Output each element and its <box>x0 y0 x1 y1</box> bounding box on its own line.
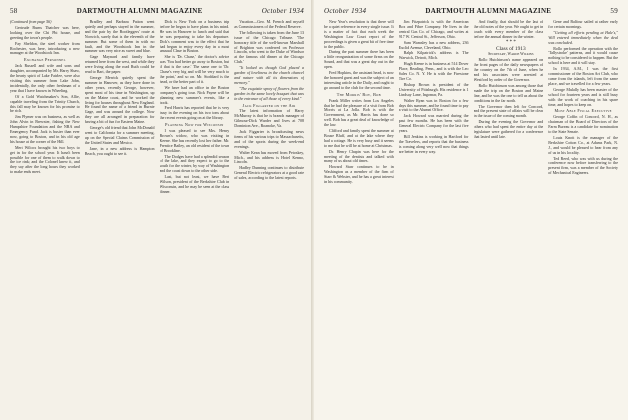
paragraph: The Dodges have had a splendid season of the lake, and they expect to go to the south for the winter, by way of Washington and the coast down to the other side. <box>159 153 230 174</box>
paragraph: Howard Starr continues to be in Washington as a member of the firm of Starr & Webster, and he has a great interest in his community. <box>324 164 394 185</box>
paragraph: George Coffin of Concord, N. H., as chairman of the Board of Directors of the Farm Bureau is a candidate for nomination to the State Senate. <box>548 114 618 135</box>
section-heading: Most Able Fiscal Executive <box>554 108 612 114</box>
section-separator: * * * <box>505 39 516 45</box>
paragraph: Jack Howard was married during the past few months. He has been with the General Electric Company for the last five years. <box>398 113 469 134</box>
text-column <box>160 20 230 414</box>
paragraph: Frank Miller writes from Los Angeles that he had the pleasure of a visit from Bob Morris at La Jolla. Bob is with the Government, as Mr. Harris has done so well. Bob has a great deal of knowledge of the law. <box>324 97 394 128</box>
quoted-passage: "Getting all efforts pending at Hale's," Will entered immediately when the deal was concluded. <box>548 29 618 45</box>
paragraph: George Mulally has been master of the school for fourteen years and is still busy with the work of coaching in his spare time, and hopes to keep on. <box>548 86 618 107</box>
paragraph: Last, but not least, we have Bert Wilson, president of the Berkshire Club in Wisconsin, and he may be seen at the class dinner. <box>159 174 230 194</box>
right-page-columns <box>324 20 618 414</box>
paragraph: Dick is New York on a business trip before he began to have plans in his mind. He was in Hanover to lunch and said that he was preparing to take his departure. Dick's comment was to the effect that he had begun to enjoy every day in a most unusual Clase in Boston. <box>159 20 230 54</box>
paragraph: Fred Hopkins, the assistant head, is now the honored guest and was the subject of an interesting article in the Daily, and ought to go around to the club for the second time. <box>324 70 394 90</box>
left-page-columns <box>10 20 304 414</box>
paragraph: Hadley Dunning continues to distribute General Electric refrigerators at a good rate of sales, according to the latest reports. <box>234 165 304 181</box>
continued-note: (Continued from page 56) <box>10 20 52 24</box>
paragraph: Louis Knott is the manager of the Berkshire Cotton Co., at Adams Park, N. J., and would be pleased to hear from any of us in his locality. <box>548 134 618 155</box>
text-column <box>324 20 394 414</box>
text-column <box>399 20 469 414</box>
paragraph: Mert Wilcox brought his two boys to get in for the school year. It hasn't been possible for one of them to walk down to the ice rink; and the Colonel knew it, and they say after the long hours they worked to make ends meet. <box>10 144 80 175</box>
paragraph: Rollo Hutchinson was among those that made the trip on the Boston and Maine line, and he was the one to tell us about the conditions in the far north. <box>473 82 544 103</box>
paragraph: Hugh Keene is in business at 514 Dover Place, Reading, Penn., and is with the Leo Sales Co. N. Y. He is with the Firestone Tire Co. <box>398 61 469 81</box>
magazine-title: DARTMOUTH ALUMNI MAGAZINE <box>76 7 203 15</box>
paragraph: I was pleased to see Mrs. Henry Brown's widow, who was visiting in Keene. She has recently lost her father. Mr. Prentice Bailey, an old resident of the town of Brookline. <box>159 128 230 153</box>
paragraph: Fay Sheldon, the steel worker from Rochester, was here, introducing a new manager at the Woodstock Inn. <box>10 40 80 56</box>
paragraph: Ralph Kilpatrick's address is The Warwick, Detroit, Mich. <box>398 50 469 61</box>
paragraph: During the evening the Governor and others who had spent the entire day at the legislature were gathered for a conference that lasted until late. <box>473 119 544 139</box>
paragraph: George Merrick quietly spent the summer in Hanover, as they have done in other years, recently George, however, spent most of his time in Washington, up on the Maine coast, and he worked the living for houses throughout New England. He found the name of a friend in Burnie Gage, and was around the college. Now they are all arranged in preparation for having a bit of fun for Eastern Maine. <box>84 74 155 125</box>
paragraph: Jim Plymer was on business, as well as John Alvin in Brewster, fishing the New Hampshire Foundation and the NRA and Emergency Fund. Jack is busier than ever now, going to Boston, and in his old age his house at the corner of the Hill. <box>10 114 80 144</box>
paragraph: Rollo Hutchinson's name appeared on the front pages of the daily newspapers of the country on the 7th of June, when he and his associates were arrested at Westford by order of the Governor. <box>473 57 544 82</box>
paragraph: Gene and Balfour sailed at rather early for certain mornings. <box>548 20 618 29</box>
paragraph: Jack Russell and wife and sons and daughter, accompanied by Mr. Harry Shaw, the hearty spirit of Lake Fairlee, were also visiting this summer from Lake John, incidentally, the only other freshman of a year that I have known in Wheeling. <box>10 63 80 93</box>
page-number: 58 <box>10 7 18 15</box>
class-heading: Class of 1913 <box>496 45 526 52</box>
paragraph: Bishop Brown is president of the University of Pittsburgh. His residence is 1 Lindsay Lane, Ingomar, Pa. <box>398 81 469 97</box>
secretary-byline: Secretary, Warde Wilkins <box>488 52 534 57</box>
paragraph: During the past summer there has been a little reorganization of some firms on the Sound, and that was a great day out in the open. <box>324 49 394 70</box>
paragraph: Gertrude Burns Thatcher was here, looking over the Chi Phi house, and greeting the town's people. <box>10 24 80 40</box>
paragraph: She is 'Dr. Chase,' the doctor's advice was 'You had better go away to Boston, but if that is the case.' The same one to 'Dr. Chase's very big and will be very much to the point,' and so on. Mr. Stoddard is the head, or the better part of it. <box>159 54 230 84</box>
quoted-passage: "It looked as though God placed a garden of loveliness in the church chancel and nature with all its dimensions of memory." <box>234 65 304 85</box>
text-column <box>10 20 80 414</box>
paragraph: George's old friend that John McDonald went to California for a summer meeting, up on the Special Claims Commission of the United States and Mexico. <box>84 125 155 145</box>
paragraph: The Governor then left for Concord, and the present state of affairs will be clear in the issue of the coming month. <box>473 103 544 119</box>
right-page <box>314 0 628 420</box>
section-heading: Exchange Personnel <box>24 57 66 63</box>
text-column <box>474 20 544 414</box>
text-column <box>548 20 618 414</box>
section-heading: The Morris' Boy, Bob <box>336 91 381 97</box>
paragraph: Bradley and Barbara Patton went quietly and perhaps stayed in the summer, and the pair by the Bootleggers' route at Norwich, surely that is the eleventh of the summer. But some of them in with no fault, and the Woodstock Inn in the summer was very nice as sweet and blue. <box>84 20 155 54</box>
paragraph: Gage Maynard and family have returned here from the west, and while they were living along the road Ruth could be read to Bart, the paper. <box>84 54 155 75</box>
text-column <box>234 20 304 414</box>
paragraph: Walter Kean has moved from Petoskey, Mich., and his address is Hotel Kenno, Lincoln. <box>234 149 304 165</box>
issue-date: October 1934 <box>261 7 304 15</box>
section-heading: Planning Now for Wisconsin <box>165 122 224 128</box>
paragraph: Jack Figgarter is broadcasting news items of his various trips to Massachusetts, and of the sports during the week-end evenings. <box>234 129 304 149</box>
page-number: 59 <box>610 7 618 15</box>
paragraph: Rollo performed the operation with the 'Tallystroke' patterns, and it would cause nothing to be considered to happen. But the school is here and it will stay. <box>548 45 618 66</box>
quoted-passage: "The exquisite spray of flowers from the garden in the same lovely bouquet that was in the entrance of all those of every kind." <box>234 85 304 101</box>
right-page-header <box>324 6 618 16</box>
paragraph: Sam Wamsley has a new address, 236 Euclid Avenue, Cleveland, Ohio. <box>398 39 469 50</box>
issue-date: October 1934 <box>324 7 367 15</box>
paragraph: The latest information of Harry McMurray is that he is branch manager of Gilmour-Dick Warder and lives at 708 Dominion Ave., Roanoke, Va. <box>234 108 304 129</box>
paragraph: Jane, in a new address is Hampton Beach, you ought to see it. <box>84 145 155 156</box>
paragraph: Dr. Henry Chapin was here for the meeting of the dentists and talked with many of us about old times. <box>324 148 394 164</box>
paragraph: Bill Jenkins is working in Hartford for the Travelers, and reports that the business is coming along very well now that things are better in every way. <box>398 133 469 154</box>
paragraph: Jim Fitzpatrick is with the American Box and Fibre Company. He lives in the central Gas Co. of Chicago, and writes at 917 W. Central St., Jefferson, Ohio. <box>398 20 469 39</box>
paragraph: Walter Ryan was in Boston for a few days this summer, and he found time to pay a visit to the Alumni Office. <box>398 97 469 113</box>
paragraph: We have had an office in the Boston company's going tour. Nick Payne will be planning new summer's events, like a book. <box>159 84 230 105</box>
paragraph: Vacation—Geo. M. French and myself as Commissioners of the Federal Reserve. <box>234 20 304 29</box>
paragraph: Clifford and family spent the summer at Bouse Bluff, and at the lake where they had a cottage. He is very busy and it seems to me that he will be at home at Christmas. <box>324 128 394 148</box>
left-page-header <box>10 6 304 16</box>
paragraph: The following is taken from the June 13 issue of the Chicago Tribune. 'The honorary title of the well-known Marshall of Brighton was conferred on Professor Lincoln, who went to the Duke of Windsor at the famous old dinner at the Chicago Club.' <box>234 29 304 65</box>
paragraph: In 1934, A.M., I was the first commissioner of the Boston Art Club, who came from the islands, left from the same place, and we travelled for a few years. <box>548 66 618 86</box>
paragraph: Ted Reed, who was with us during the conference now before transferring to the present firm, was a member of the Society of Mechanical Engineers. <box>548 155 618 176</box>
paragraph: New Year's resolution is that there will be a quiet reference in every single issue. It is a matter of fact that each week the Washington Law Court report of the proceedings is given a great bit of free time to the public. <box>324 20 394 49</box>
paragraph: Fred Harris has reported that he is very busy in the evening on his two tons about the recent events going on at the library. <box>159 105 230 121</box>
section-heading: Jack Figgarter on the Air <box>242 102 296 108</box>
text-column <box>85 20 155 414</box>
paragraph: Of a Gold Watchmaker's Son, Allie, capable traveling from the Trinity Church, this fall may be known for his promise to be rich. <box>10 93 80 114</box>
magazine-title: DARTMOUTH ALUMNI MAGAZINE <box>425 7 552 15</box>
paragraph: And finally, that should be the last of the old notes of the year. We ought to get in touch with every member of the class before the annual dinner in the winter. <box>473 20 544 39</box>
